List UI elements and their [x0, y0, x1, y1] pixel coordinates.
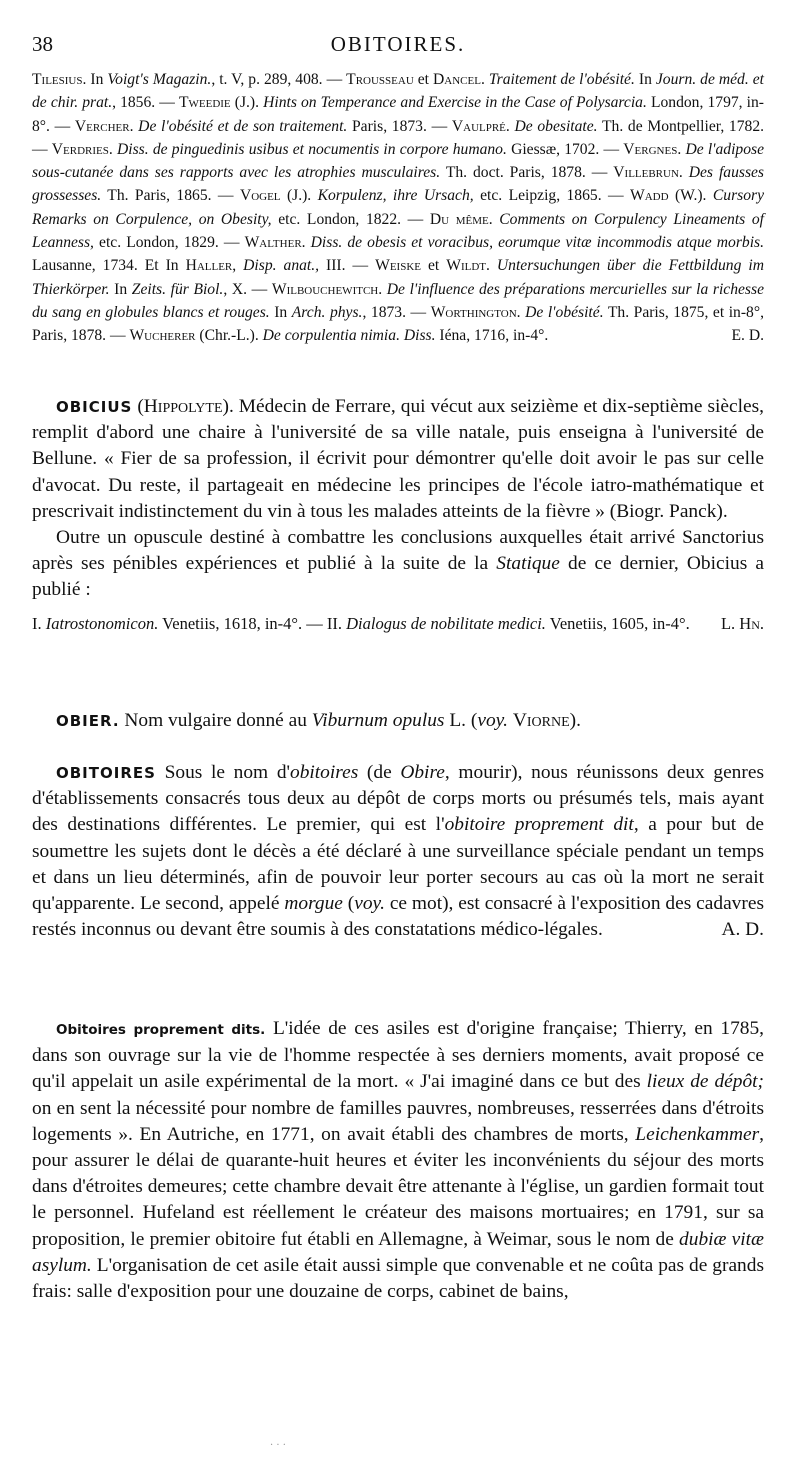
headword-obitoires: OBITOIRES [56, 764, 156, 782]
title: De corpulentia nimia. Diss. [262, 327, 436, 345]
italic-text: Obire [400, 762, 445, 783]
title: Untersuchungen über die Fettbildung im Thierkörper. [32, 257, 764, 298]
title: Diss. de obesis et voracibus, eorumque vitæ incommodis atque morbis. [305, 234, 765, 252]
italic-text: voy. [477, 710, 509, 731]
bib-text: Giessæ, 1702. — [506, 140, 624, 158]
body-text: , mourir), nous réunissons deux genres d'établissements consacrés tous deux au dépôt de corps morts ou présumés tels, mais ayant des destinations différentes. Le premier, qui est l' [32, 762, 764, 836]
obicius-paragraph-1 [32, 394, 764, 525]
body-text: , a pour but de soumettre les sujets dont le décès a été déclaré à une surveillance spéciale pendant un temps et dans un lieu déterminés, afin de pouvoir leur porter secours au cas où la mort ne serait qu'apparente. Le second, appelé [32, 814, 765, 915]
print-artifact: · · · [270, 1440, 286, 1451]
body-text: , pour assurer le délai de quarante-huit heures et éviter les inconvénients du séjour des morts dans d'étroites demeures; cette chambre devait être attenante à l'église, un gardien formait tout le personnel. Hufeland est réellement le créateur des maisons mortuaires; en 1791, sur sa proposition, le premier obitoire fut établi en Allemagne, à Weimar, sous le nom de [32, 1123, 764, 1250]
bib-text: (J.). [230, 94, 264, 112]
author: Vercher. [74, 117, 134, 135]
author: Trousseau [346, 71, 414, 88]
bib-text: (J.). [280, 187, 318, 205]
body-text: Sous le nom d' [155, 762, 291, 783]
title: De l'adipose sous-cutanée dans ses rapports avec les atrophies musculaires. [32, 140, 764, 182]
author: Tweedie [178, 94, 231, 112]
author: Villebrun. [613, 164, 683, 182]
author: Vogel [239, 187, 281, 205]
italic-text: morgue [284, 893, 343, 915]
italic-text: obitoires [290, 762, 359, 783]
bib-text: In [634, 71, 656, 88]
bib-text: III. — [319, 257, 376, 275]
body-text: L'organisation de cet asile était aussi simple que convenable et ne coûta pas de grands frais: salle d'exposition pour une douzaine de corps, cabinet de bains, [32, 1254, 764, 1303]
title: Voigt's Magazin. [107, 71, 212, 88]
body-text: de ce dernier, Obicius a publié : [32, 553, 764, 601]
bib-text: In [109, 280, 132, 298]
title: Cursory Remarks on Corpulence, on Obesity, [32, 187, 764, 228]
author: Dancel. [433, 71, 485, 88]
headword-obicius: OBICIUS [56, 398, 133, 416]
cross-reference: Viorne [512, 710, 570, 731]
title: De obesitate. [509, 117, 598, 135]
body-text: ( [342, 893, 355, 915]
title: De l'obésité et de son traitement. [133, 117, 348, 135]
italic-text: Statique [496, 553, 560, 575]
entry-obier [32, 708, 764, 734]
obier-paragraph [32, 708, 764, 734]
title: Dialogus de nobilitate medici. [346, 613, 546, 633]
obitoires-paragraph [32, 760, 764, 943]
bib-text: etc. London, 1829. — [93, 234, 245, 252]
bib-text: Th. Paris, 1865. — [101, 187, 240, 205]
body-text: Médecin de Ferrare, qui vécut aux seizième et dix-septième siècles, remplit d'abord une chaire à l'université de sa ville natale, puis enseigna à l'université de Bellune. « Fier de sa profession, il écrivit pour démontrer qu'elle doit avoir le pas sur celle d'avocat. Du reste, il partageait en médecine les principes de l'école iatro-mathématique et prescrivait indistinctement du vin à tous les malades atteints de la fièvre » (Biogr. Panck). [32, 396, 764, 522]
bibliography-signature: E. D. [731, 327, 764, 345]
bib-text: , 1873. — [362, 303, 431, 321]
bib-text: , 1856. — [112, 94, 179, 112]
body-text: (de [358, 762, 401, 783]
title: Traitement de l'obésité. [484, 71, 635, 88]
italic-text: obitoire proprement dit [444, 814, 634, 836]
italic-text: voy. [354, 893, 385, 915]
author: Wucherer [129, 327, 196, 345]
author: Walther. [244, 234, 306, 252]
author: Wildt. [446, 257, 490, 275]
title: Arch. phys. [291, 303, 363, 321]
author: Haller, [185, 257, 237, 275]
title: Iatrostonomicon. [45, 613, 159, 633]
proprement-paragraph [32, 1016, 764, 1305]
body-text: ce mot), est consacré à l'exposition des cadavres restés inconnus ou devant être soumis à des constatations médico-légales. [32, 893, 764, 941]
entry-obicius [32, 394, 764, 635]
ref-text: Venetiis, 1618, in-4°. — II. [158, 613, 347, 633]
bib-text: Lausanne, 1734. Et In [32, 257, 186, 275]
author: Verdries. [51, 140, 113, 158]
italic-text: dubiæ vitæ asylum. [32, 1228, 764, 1276]
running-title: OBITOIRES. [330, 32, 466, 56]
bib-text: etc. London, 1822. — [271, 210, 430, 228]
bib-text: Iéna, 1716, in-4°. [435, 327, 549, 345]
author: Worthington. [430, 303, 521, 321]
bib-text: , t. V, p. 289, 408. — [211, 71, 347, 88]
author: Wilbouchewitch. [271, 280, 383, 298]
body-text: Nom vulgaire donné au [119, 710, 312, 731]
title: De l'obésité. [520, 303, 604, 321]
title: Comments on Corpulency Lineaments of Leanness, [32, 210, 764, 252]
page-header [32, 32, 764, 62]
body-text: ). [569, 710, 581, 731]
entry-obitoires-proprement-dits [32, 1016, 764, 1305]
italic-text: Leichenkammer [635, 1123, 760, 1145]
bib-text: Th. de Montpellier, 1782. — [32, 117, 765, 158]
author: Tilesius. [32, 71, 87, 88]
title: Hints on Temperance and Exercise in the Case of Polysarcia. [263, 94, 647, 112]
author: Wadd [630, 187, 669, 205]
bib-text: Th. Paris, 1875, et in-8°, Paris, 1878. — [32, 303, 764, 345]
bib-text: In [269, 303, 292, 321]
obitoires-signature: A. D. [721, 919, 764, 941]
bib-text: (Chr.-L.). [195, 327, 263, 345]
title: Des fausses grossesses. [32, 164, 765, 205]
headword-obier: OBIER. [56, 712, 120, 730]
person-name: (Hippolyte). [132, 396, 234, 417]
bib-text: etc. Leipzig, 1865. — [473, 187, 631, 205]
ref-text: Venetiis, 1605, in-4°. [545, 613, 690, 633]
entry-obitoires [32, 760, 764, 943]
title: De l'influence des préparations mercurielles sur la richesse du sang en globules blancs et rouges. [32, 280, 764, 321]
author: Weiske [375, 257, 421, 275]
bib-text: Th. doct. Paris, 1878. — [440, 164, 614, 182]
author: Vaulpré. [451, 117, 510, 135]
page-number: 38 [32, 32, 53, 56]
title: Diss. de pinguedinis usibus et nocumentis in corpore humano. [112, 140, 507, 158]
body-text: on en sent la nécessité pour nombre de familles pauvres, nombreuses, resserrées dans d'étroits logements ». En Autriche, en 1771, on avait établi des chambres de morts, [32, 1097, 764, 1145]
bib-text: et [413, 71, 434, 88]
bib-text: (W.). [668, 187, 713, 205]
ref-text: I. [32, 613, 46, 633]
body-text: Outre un opuscule destiné à combattre les conclusions auxquelles était arrivé Sanctorius après ses pénibles expériences et publié à la suite de la [32, 527, 764, 575]
author: Du même. [429, 210, 493, 228]
italic-text: lieux de dépôt; [646, 1071, 764, 1093]
bib-text: et [421, 257, 447, 275]
obicius-signature: L. Hn. [720, 613, 764, 633]
title: Journ. de méd. et de chir. prat. [32, 71, 764, 112]
obicius-paragraph-2 [32, 525, 764, 604]
subheading: Obitoires proprement dits. [56, 1022, 266, 1038]
body-text: L. ( [444, 710, 478, 731]
title: Disp. anat., [236, 257, 320, 275]
italic-text: Viburnum opulus [311, 710, 445, 731]
title: Zeits. für Biol. [131, 280, 224, 298]
bib-text: , X. — [223, 280, 272, 298]
bib-text: Paris, 1873. — [347, 117, 452, 135]
body-text: L'idée de ces asiles est d'origine française; Thierry, en 1785, dans son ouvrage sur la vie de l'homme respectée à ses derniers moments, avait proposé ce qu'il appelait un asile expérimental de la mort. « J'ai imaginé dans ce but des [32, 1018, 765, 1093]
obicius-references [32, 612, 764, 635]
bibliography-paragraph [32, 68, 764, 348]
bib-text: London, 1797, in-8°. — [32, 94, 764, 135]
bib-text: In [86, 71, 108, 88]
title: Korpulenz, ihre Ursach, [317, 187, 474, 205]
author: Vergnes. [623, 140, 682, 158]
